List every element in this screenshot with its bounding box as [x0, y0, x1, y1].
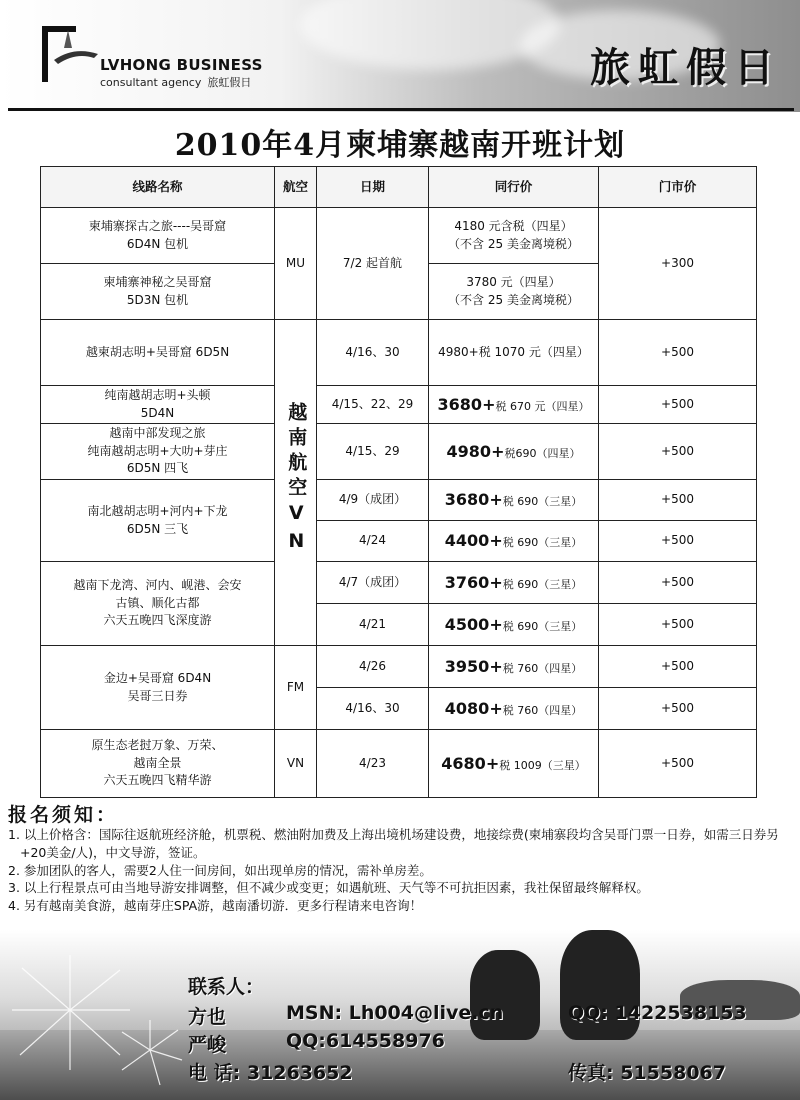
table-row: [41, 562, 757, 604]
date-cell: 4/7（成团）: [317, 562, 429, 604]
route-name: 金边+吴哥窟 6D4N: [103, 671, 212, 686]
trade-price-cell: [429, 480, 599, 521]
route-detail: 越南全景: [133, 755, 182, 770]
contact-label: 联系人：: [188, 976, 265, 998]
trade-price-cell: [429, 424, 599, 480]
route-duration: 六天五晚四飞深度游: [103, 613, 212, 628]
brand-title: 旅虹假日: [590, 44, 782, 91]
date-cell: 4/9（成团）: [317, 480, 429, 521]
market-price-cell: +500: [599, 480, 757, 521]
trade-price-amount: 3760+: [444, 572, 503, 592]
route-cell: [41, 562, 275, 646]
table-row: [41, 730, 757, 798]
market-price-cell: +500: [599, 604, 757, 646]
trade-price: 4180 元含税（四星）: [454, 219, 573, 234]
logo-icon: [34, 20, 100, 90]
route-name: 南北越胡志明+河内+下龙: [87, 504, 228, 519]
contact-person-1: 方也: [188, 1006, 227, 1028]
contact-fax: 传真: 51558067: [568, 1062, 726, 1084]
table-row: [41, 208, 757, 264]
date-cell: 4/15、29: [317, 424, 429, 480]
route-cell: [41, 386, 275, 424]
brand-subtitle-en: consultant agency: [100, 76, 202, 89]
route-name: 纯南越胡志明+头顿: [104, 388, 211, 403]
route-duration: 5D3N 包机: [126, 292, 189, 307]
contact-phone: 电 话: 31263652: [188, 1062, 353, 1084]
note-item: 1. 以上价格含：国际往返航班经济舱，机票税、燃油附加费及上海出境机场建设费，地接综费(柬埔寨段均含吴哥门票一日券，如需三日券另+20美金/人)，中文导游，签证。: [8, 827, 779, 860]
trade-price-note: （不含 25 美金离境税）: [448, 236, 579, 251]
table-row: [41, 480, 757, 521]
trade-price-note: （不含 25 美金离境税）: [448, 292, 579, 307]
route-cell: 越柬胡志明+吴哥窟 6D5N: [41, 320, 275, 386]
trade-price: 3780 元（四星）: [466, 275, 561, 290]
trade-price-amount: 3680+: [437, 394, 496, 414]
airline-cell: VN: [275, 730, 317, 798]
table-header-row: [41, 167, 757, 208]
table-row: [41, 320, 757, 386]
date-cell: 4/23: [317, 730, 429, 798]
route-detail: 纯南越胡志明+大叻+芽庄: [87, 443, 228, 458]
route-duration: 6D5N 三飞: [126, 521, 189, 536]
trade-price-cell: [429, 688, 599, 730]
trade-price-tax: 税 690（三星）: [502, 536, 583, 550]
trade-price-cell: [429, 208, 599, 264]
route-name: 柬埔寨探古之旅----吴哥窟: [88, 219, 227, 234]
trade-price-cell: [429, 521, 599, 562]
schedule-table: [40, 166, 757, 798]
trade-price-tax: 税 760（四星）: [502, 661, 583, 675]
date-cell: 4/21: [317, 604, 429, 646]
route-cell: [41, 730, 275, 798]
header-date: 日期: [317, 167, 429, 208]
date-cell: 4/16、30: [317, 320, 429, 386]
trade-price-cell: [429, 562, 599, 604]
route-cell: [41, 208, 275, 264]
note-item: 3. 以上行程景点可由当地导游安排调整，但不减少或变更；如遇航班、天气等不可抗拒因素，我社保留最终解释权。: [8, 880, 649, 896]
market-price-cell: +500: [599, 386, 757, 424]
table-row: [41, 386, 757, 424]
contact-qq-1: QQ: 1422538153: [568, 1002, 747, 1024]
table-row: [41, 646, 757, 688]
header-airline: 航空: [275, 167, 317, 208]
trade-price-amount: 3950+: [444, 656, 503, 676]
trade-price-cell: [429, 646, 599, 688]
trade-price-tax: 税 670 元（四星）: [495, 399, 590, 413]
header-trade-price: 同行价: [429, 167, 599, 208]
header-route: 线路名称: [41, 167, 275, 208]
note-item: 4. 另有越南美食游，越南芽庄SPA游，越南潘切游．更多行程请来电咨询！: [8, 898, 423, 913]
trade-price-cell: [429, 604, 599, 646]
trade-price-tax: 税690（四星）: [504, 446, 581, 460]
market-price-cell: +500: [599, 521, 757, 562]
notes-title: 报名须知：: [8, 804, 119, 826]
trade-price-tax: 税 690（三星）: [502, 577, 583, 591]
airline-vn-label: 越南航空VN: [285, 401, 308, 558]
date-cell: 4/15、22、29: [317, 386, 429, 424]
route-cell: [41, 646, 275, 730]
route-detail: 古镇、顺化古都: [115, 595, 200, 610]
route-cell: [41, 264, 275, 320]
route-duration: 5D4N: [140, 405, 175, 420]
market-price-cell: +500: [599, 424, 757, 480]
airline-cell: FM: [275, 646, 317, 730]
brand-subtitle-cn: 旅虹假日: [207, 76, 252, 89]
market-price-cell: +500: [599, 646, 757, 688]
header-market-price: 门市价: [599, 167, 757, 208]
route-detail: 吴哥三日券: [127, 688, 188, 703]
route-name: 柬埔寨神秘之吴哥窟: [103, 275, 212, 290]
header-banner: [0, 0, 800, 112]
route-cell: [41, 480, 275, 562]
firework-icon: [10, 950, 190, 1100]
header-divider: [8, 108, 794, 111]
footer-scenery: [0, 930, 800, 1100]
route-duration: 6D4N 包机: [126, 236, 189, 251]
page-title: 2010年4月柬埔寨越南开班计划: [174, 128, 626, 163]
trade-price-amount: 4680+: [441, 753, 500, 773]
contact-person-2: 严峻: [188, 1034, 227, 1056]
brand-name: LVHONG BUSINESS: [100, 56, 263, 74]
date-cell: 4/24: [317, 521, 429, 562]
market-price-cell: +500: [599, 562, 757, 604]
table-row: [41, 424, 757, 480]
trade-price-amount: 4980+: [446, 441, 505, 461]
market-price-cell: +300: [599, 208, 757, 320]
trade-price-tax: 税 690（三星）: [502, 495, 583, 509]
trade-price-cell: [429, 730, 599, 798]
date-cell: 4/16、30: [317, 688, 429, 730]
island-rock: [470, 950, 540, 1040]
airline-cell-vn: [275, 320, 317, 646]
trade-price-cell: [429, 386, 599, 424]
trade-price-amount: 4080+: [444, 698, 503, 718]
note-item: 2. 参加团队的客人，需要2人住一间房间，如出现单房的情况，需补单房差。: [8, 862, 432, 878]
contact-qq-2: QQ:614558976: [286, 1030, 445, 1052]
trade-price-cell: 4980+税 1070 元（四星）: [429, 320, 599, 386]
route-name: 越南下龙湾、河内、岘港、会安: [73, 578, 242, 593]
date-cell: 4/26: [317, 646, 429, 688]
trade-price-amount: 3680+: [444, 490, 503, 510]
trade-price-tax: 税 760（四星）: [502, 703, 583, 717]
route-name: 原生态老挝万象、万荣、: [91, 738, 224, 753]
brand-subtitle: [100, 74, 251, 90]
trade-price-cell: [429, 264, 599, 320]
trade-price-amount: 4400+: [444, 531, 503, 551]
market-price-cell: +500: [599, 320, 757, 386]
route-duration: 六天五晚四飞精华游: [103, 773, 212, 788]
airline-cell: MU: [275, 208, 317, 320]
market-price-cell: +500: [599, 730, 757, 798]
route-name: 越南中部发现之旅: [109, 426, 206, 441]
trade-price-tax: 税 690（三星）: [502, 619, 583, 633]
notes-list: [6, 826, 796, 915]
route-cell: [41, 424, 275, 480]
contact-msn: MSN: Lh004@live.cn: [286, 1002, 504, 1024]
market-price-cell: +500: [599, 688, 757, 730]
route-duration: 6D5N 四飞: [126, 461, 189, 476]
trade-price-amount: 4500+: [444, 614, 503, 634]
trade-price-tax: 税 1009（三星）: [499, 758, 586, 772]
date-cell: 7/2 起首航: [317, 208, 429, 320]
